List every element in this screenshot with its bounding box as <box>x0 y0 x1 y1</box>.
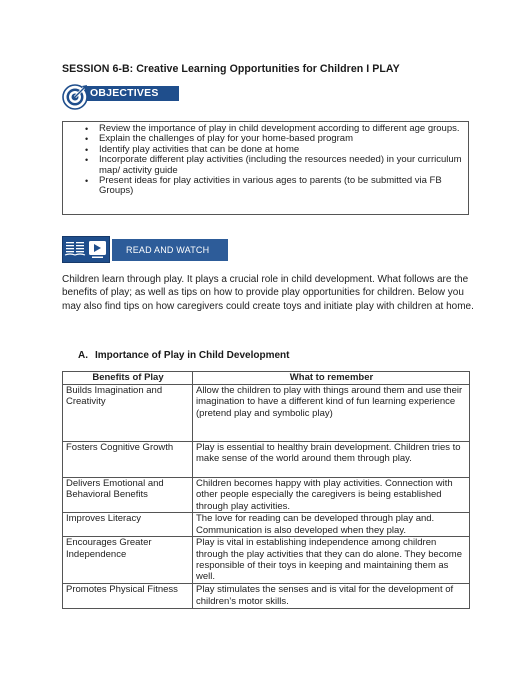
column-header-remember: What to remember <box>193 372 470 385</box>
table-row <box>63 537 470 584</box>
read-and-watch-banner <box>62 236 228 263</box>
objective-item: • Present ideas for play activities in various ages to parents (to be submitted via FB Groups) <box>85 175 442 197</box>
benefit-cell: Builds Imagination and Creativity <box>63 385 193 442</box>
read-and-watch-label: READ AND WATCH <box>112 239 228 261</box>
section-a-heading <box>78 350 289 361</box>
table-row <box>63 385 470 442</box>
benefit-cell: Improves Literacy <box>63 513 193 537</box>
section-title: Importance of Play in Child Development <box>95 350 290 361</box>
benefit-cell: Promotes Physical Fitness <box>63 584 193 609</box>
remember-cell: Children becomes happy with play activities. Connection with other people especially the caregivers is being established through play activities. <box>193 478 470 513</box>
objectives-list-box <box>62 121 469 215</box>
target-icon <box>62 84 88 110</box>
book-and-video-icon <box>62 236 110 263</box>
bullet-icon: • <box>85 176 89 187</box>
table-header-row <box>63 372 470 385</box>
section-letter: A. <box>78 350 88 361</box>
objective-item: • Incorporate different play activities (including the resources needed) in your curriculum map/ activity guide <box>85 154 462 176</box>
benefit-cell: Delivers Emotional and Behavioral Benefits <box>63 478 193 513</box>
intro-paragraph: Children learn through play. It plays a crucial role in child development. What follows are the benefits of play; as well as tips on how to provide play opportunities for children. Below you may also find tips on how caregivers could create toys and initiate play with children at home. <box>62 274 474 312</box>
table-row <box>63 513 470 537</box>
remember-cell: Play stimulates the senses and is vital for the development of children’s motor skills. <box>193 584 470 609</box>
bullet-icon: • <box>85 144 89 155</box>
table-row <box>63 442 470 478</box>
bullet-icon: • <box>85 155 89 166</box>
column-header-benefits: Benefits of Play <box>63 372 193 385</box>
page-title: SESSION 6-B: Creative Learning Opportunities for Children I PLAY <box>62 63 400 75</box>
benefit-cell: Encourages Greater Independence <box>63 537 193 584</box>
remember-cell: Play is vital in establishing independence among children through the play activities that they can do alone. They become responsible of their toys in keeping and maintaining them as well. <box>193 537 470 584</box>
table-row <box>63 584 470 609</box>
bullet-icon: • <box>85 124 89 134</box>
bullet-icon: • <box>85 134 89 145</box>
objectives-label: OBJECTIVES <box>84 86 179 101</box>
objectives-banner <box>62 84 166 110</box>
objective-item: • Explain the challenges of play for your home-based program <box>85 133 354 145</box>
objective-item: • Identify play activities that can be done at home <box>85 143 300 155</box>
remember-cell: Allow the children to play with things around them and use their imagination to have a different kind of fun learning experience (pretend play and symbolic play) <box>193 385 470 442</box>
remember-cell: Play is essential to healthy brain development. Children tries to make sense of the world around them through play. <box>193 442 470 478</box>
objective-item: • Review the importance of play in child development according to different age groups. <box>85 123 460 134</box>
remember-cell: The love for reading can be developed through play and. Communication is also developed when they play. <box>193 513 470 537</box>
table-row <box>63 478 470 513</box>
benefit-cell: Fosters Cognitive Growth <box>63 442 193 478</box>
objectives-list <box>63 122 468 197</box>
benefits-table <box>62 371 470 609</box>
